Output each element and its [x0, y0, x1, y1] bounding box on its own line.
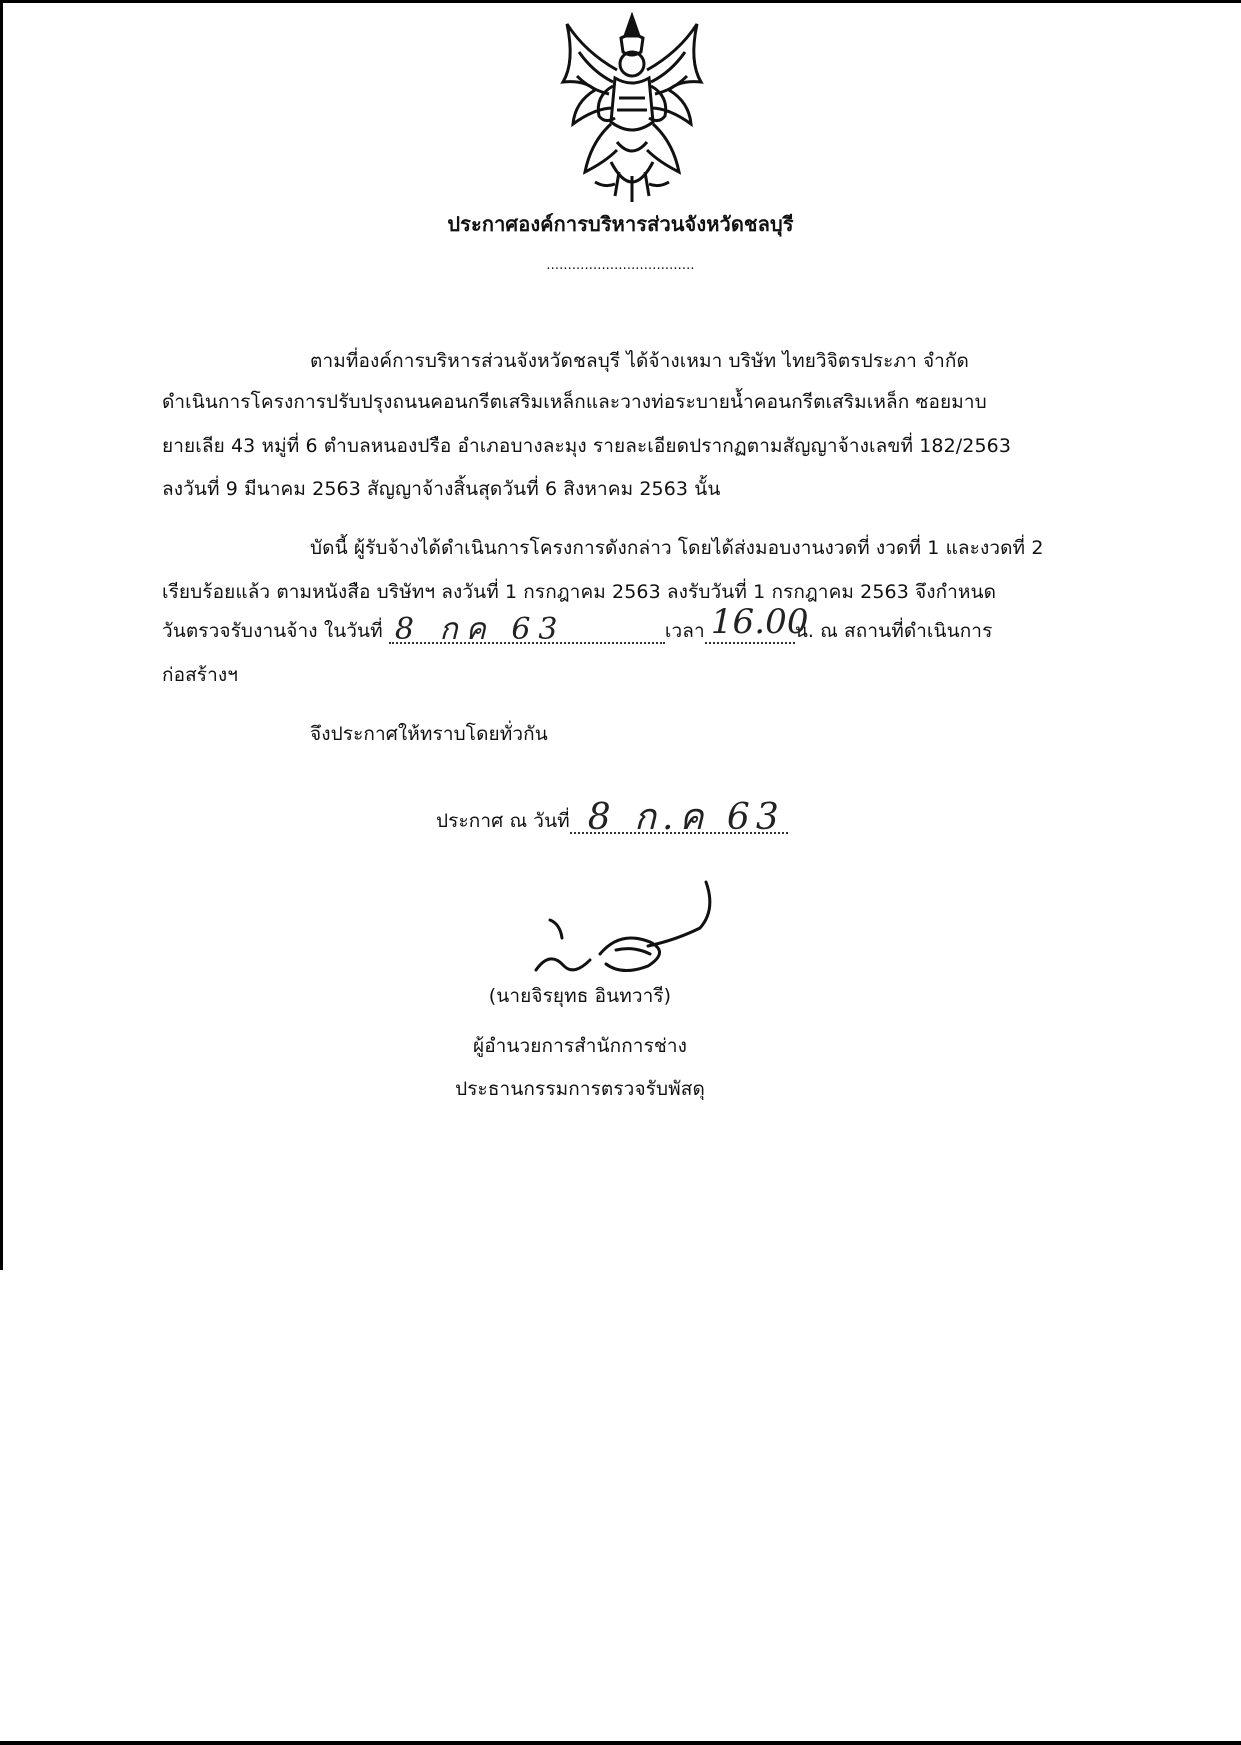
paragraph1-line2: ดำเนินการโครงการปรับปรุงถนนคอนกรีตเสริมเหล็กและวางท่อระบายน้ำคอนกรีตเสริมเหล็ก ซอยมาบ [162, 391, 987, 413]
inspection-time-field [705, 602, 809, 644]
announcement-date-field [570, 797, 788, 838]
inspection-continuation: ก่อสร้างฯ [162, 664, 239, 686]
inspection-time-label: เวลา [664, 620, 705, 642]
announcement-label: ประกาศ ณ วันที่ [436, 810, 570, 832]
announcement-date-line [436, 797, 788, 838]
paragraph2-line2: เรียบร้อยแล้ว ตามหนังสือ บริษัทฯ ลงวันที่ 1 กรกฎาคม 2563 ลงรับวันที่ 1 กรกฎาคม 2563 จึงกำหนด [162, 581, 997, 603]
closing-statement: จึงประกาศให้ทราบโดยทั่วกัน [310, 723, 548, 745]
page-title: ประกาศองค์การบริหารส่วนจังหวัดชลบุรี [447, 212, 794, 236]
signature-mark [530, 880, 730, 990]
inspection-suffix: น. ณ สถานที่ดำเนินการ [794, 620, 993, 642]
garuda-emblem-icon [555, 12, 710, 204]
inspection-time-handwritten: 16.00 [710, 602, 809, 642]
signatory-role: ประธานกรรมการตรวจรับพัสดุ [455, 1078, 705, 1100]
scan-edge-top [0, 0, 1241, 3]
paragraph1-line1: ตามที่องค์การบริหารส่วนจังหวัดชลบุรี ได้จ้างเหมา บริษัท ไทยวิจิตรประภา จำกัด [310, 350, 969, 372]
title-separator: ................................... [546, 258, 695, 273]
signatory-name: (นายจิรยุทธ อินทวารี) [488, 985, 672, 1007]
inspection-line [162, 602, 993, 647]
inspection-prefix: วันตรวจรับงานจ้าง ในวันที่ [162, 620, 383, 642]
scan-edge-bottom [0, 1741, 1241, 1745]
inspection-date-field [389, 612, 665, 647]
paragraph2-line1: บัดนี้ ผู้รับจ้างได้ดำเนินการโครงการดังกล่าว โดยได้ส่งมอบงานงวดที่ งวดที่ 1 และงวดที่ 2 [310, 537, 1044, 559]
signatory-position: ผู้อำนวยการสำนักการช่าง [472, 1035, 688, 1057]
paragraph1-line4: ลงวันที่ 9 มีนาคม 2563 สัญญาจ้างสิ้นสุดวันที่ 6 สิงหาคม 2563 นั้น [162, 478, 721, 500]
paragraph1-line3: ยายเลีย 43 หมู่ที่ 6 ตำบลหนองปรือ อำเภอบางละมุง รายละเอียดปรากฏตามสัญญาจ้างเลขที่ 182/2563 [162, 435, 1012, 457]
announcement-date-handwritten: 8 ก.ค 63 [587, 797, 785, 838]
scan-edge-left [0, 0, 3, 1270]
inspection-date-handwritten: 8 กค 63 [394, 612, 566, 647]
